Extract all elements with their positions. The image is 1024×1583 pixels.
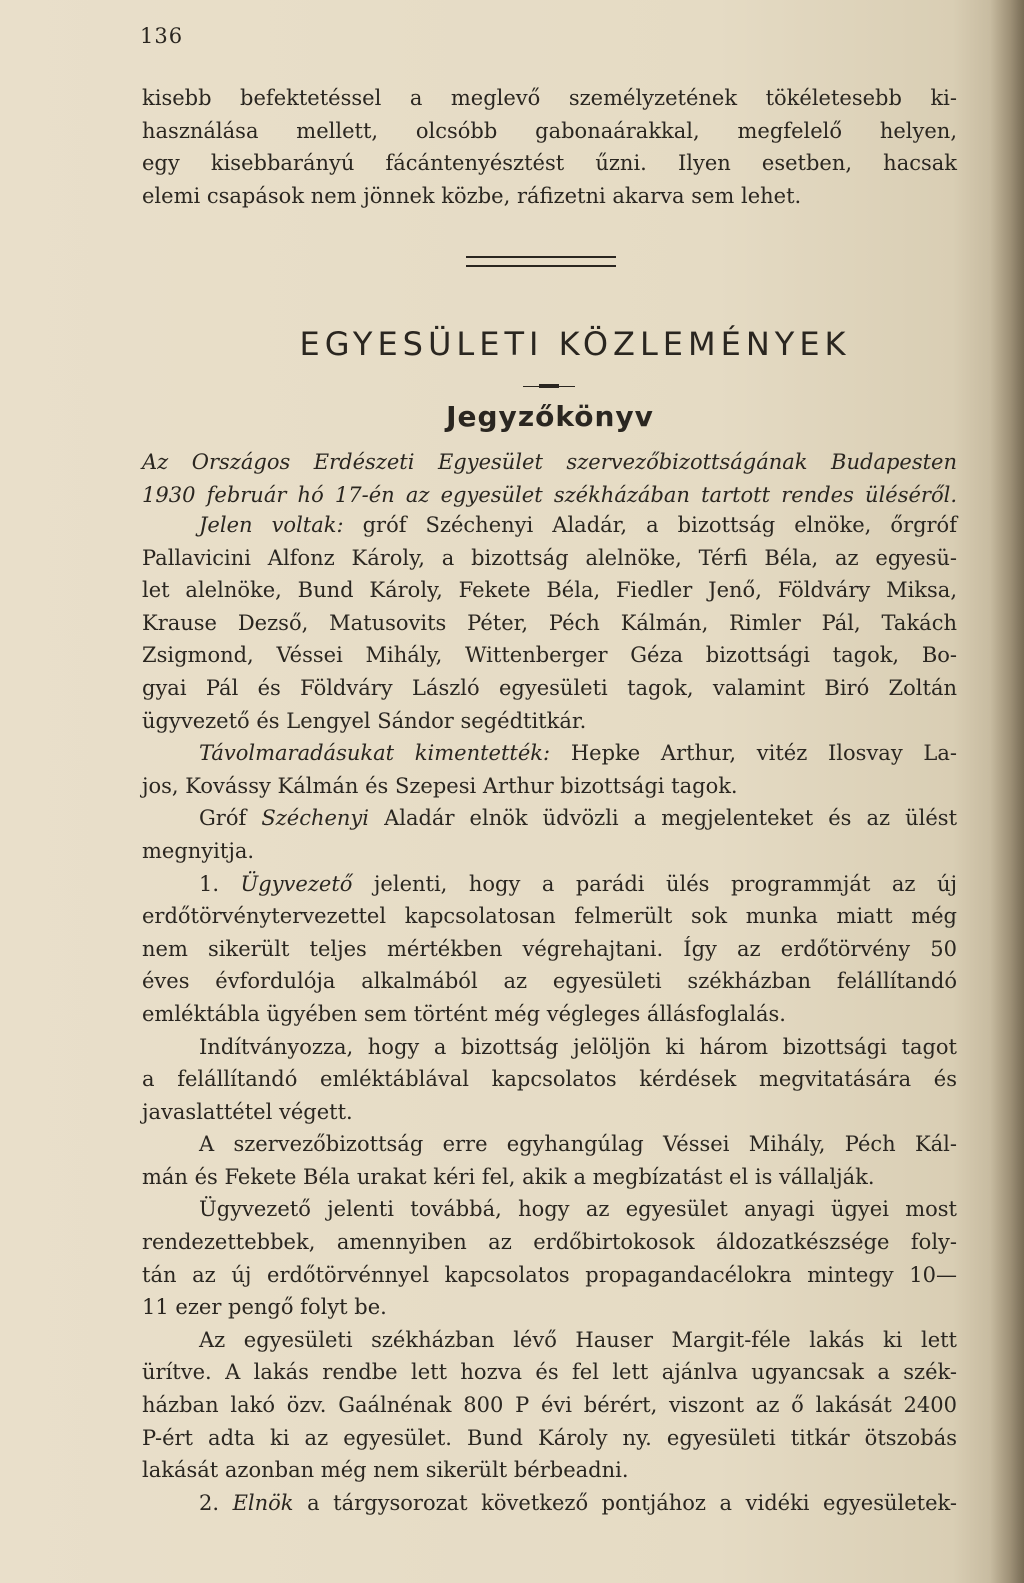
- page-number: 136: [140, 24, 184, 48]
- document-title: Jegyzőkönyv: [446, 400, 654, 433]
- ornament-rule: [523, 386, 575, 387]
- text-line: nem sikerült teljes mértékben végrehajtani. Így az erdőtörvény 50: [142, 936, 957, 961]
- text-line: rendezettebbek, amennyiben az erdőbirtokosok áldozatkészsége foly-: [142, 1230, 957, 1255]
- text-line: ügyvezető és Lengyel Sándor segédtitkár.: [142, 708, 587, 733]
- text-line: tán az új erdőtörvénnyel kapcsolatos propagandacélokra mintegy 10—: [142, 1262, 957, 1287]
- text-line: A szervezőbizottság erre egyhangúlag Véssei Mihály, Péch Kál-: [199, 1132, 957, 1157]
- text-line: Ügyvezető jelenti továbbá, hogy az egyesület anyagi ügyei most: [199, 1197, 957, 1222]
- double-rule-separator: [466, 256, 616, 267]
- italic-label: Távolmaradásukat kimentették:: [199, 741, 551, 766]
- text-line: Jelen voltak: gróf Széchenyi Aladár, a bizottság elnöke, őrgróf: [199, 513, 957, 537]
- text-line: P-ért adta ki az egyesület. Bund Károly ny. egyesületi titkár ötszobás: [142, 1425, 957, 1450]
- text-line: Indítványozza, hogy a bizottság jelöljön ki három bizottsági tagot: [199, 1034, 957, 1059]
- text-line: javaslattétel végett.: [142, 1099, 353, 1124]
- text-line: 2. Elnök a tárgysorozat következő pontjához a vidéki egyesületek-: [199, 1490, 957, 1515]
- text-line: mán és Fekete Béla urakat kéri fel, akik a megbízatást el is vállalják.: [142, 1164, 875, 1189]
- text-line: 11 ezer pengő folyt be.: [142, 1295, 387, 1320]
- text-line: let alelnöke, Bund Károly, Fekete Béla, Fiedler Jenő, Földváry Miksa,: [142, 578, 957, 603]
- minutes-body: [142, 509, 957, 1519]
- text-line: emléktábla ügyében sem történt még végleges állásfoglalás.: [142, 1001, 786, 1026]
- italic-name: Elnök: [232, 1490, 294, 1515]
- text-line: a felállítandó emléktáblával kapcsolatos kérdések megvitatására és: [142, 1067, 957, 1092]
- text-line: Krause Dezső, Matusovits Péter, Péch Kálmán, Rimler Pál, Takách: [142, 610, 957, 635]
- document-subtitle: [142, 446, 957, 511]
- subtitle-line: 1930 február hó 17-én az egyesület székházában tartott rendes üléséről.: [142, 482, 957, 507]
- text-line: kisebb befektetéssel a meglevő személyzetének tökéletesebb ki-: [142, 86, 957, 110]
- text-line: Zsigmond, Véssei Mihály, Wittenberger Géza bizottsági tagok, Bo-: [142, 643, 957, 668]
- text-line: ürítve. A lakás rendbe lett hozva és fel lett ajánlva ugyancsak a szék-: [142, 1360, 957, 1385]
- text-line: Az egyesületi székházban lévő Hauser Margit-féle lakás ki lett: [199, 1327, 957, 1352]
- page-spine-shadow: [990, 0, 1024, 1583]
- text-line: Távolmaradásukat kimentették: Hepke Arthur, vitéz Ilosvay La-: [199, 741, 957, 766]
- text-line: házban lakó özv. Gaálnénak 800 P évi bérért, viszont az ő lakását 2400: [142, 1393, 957, 1418]
- text-line: erdőtörvénytervezettel kapcsolatosan felmerült sok munka miatt még: [142, 904, 957, 929]
- text-line: gyai Pál és Földváry László egyesületi tagok, valamint Biró Zoltán: [142, 675, 957, 700]
- text-line: elemi csapások nem jönnek közbe, ráfizetni akarva sem lehet.: [142, 183, 802, 208]
- text-line: egy kisebbarányú fácántenyésztést űzni. Ilyen esetben, hacsak: [142, 151, 957, 176]
- italic-name: Ügyvezető: [240, 871, 353, 896]
- text-line: használása mellett, olcsóbb gabonaárakkal, megfelelő helyen,: [142, 118, 957, 143]
- text-line: jos, Kovássy Kálmán és Szepesi Arthur bizottsági tagok.: [142, 773, 738, 798]
- text-line: 1. Ügyvezető jelenti, hogy a parádi ülés programmját az új: [199, 871, 957, 896]
- subtitle-line: Az Országos Erdészeti Egyesület szervezőbizottságának Budapesten: [142, 450, 957, 474]
- text-line: lakását azonban még nem sikerült bérbeadni.: [142, 1458, 629, 1483]
- text-line: éves évfordulója alkalmából az egyesületi székházban felállítandó: [142, 969, 957, 994]
- italic-label: Jelen voltak:: [199, 513, 344, 537]
- italic-name: Széchenyi: [261, 806, 370, 831]
- top-paragraph: [142, 82, 957, 212]
- section-title: EGYESÜLETI KÖZLEMÉNYEK: [299, 325, 851, 363]
- text-line: Pallavicini Alfonz Károly, a bizottság alelnöke, Térfi Béla, az egyesü-: [142, 545, 957, 570]
- text-line: Gróf Széchenyi Aladár elnök üdvözli a megjelenteket és az ülést: [199, 806, 958, 831]
- text-line: megnyitja.: [142, 838, 255, 863]
